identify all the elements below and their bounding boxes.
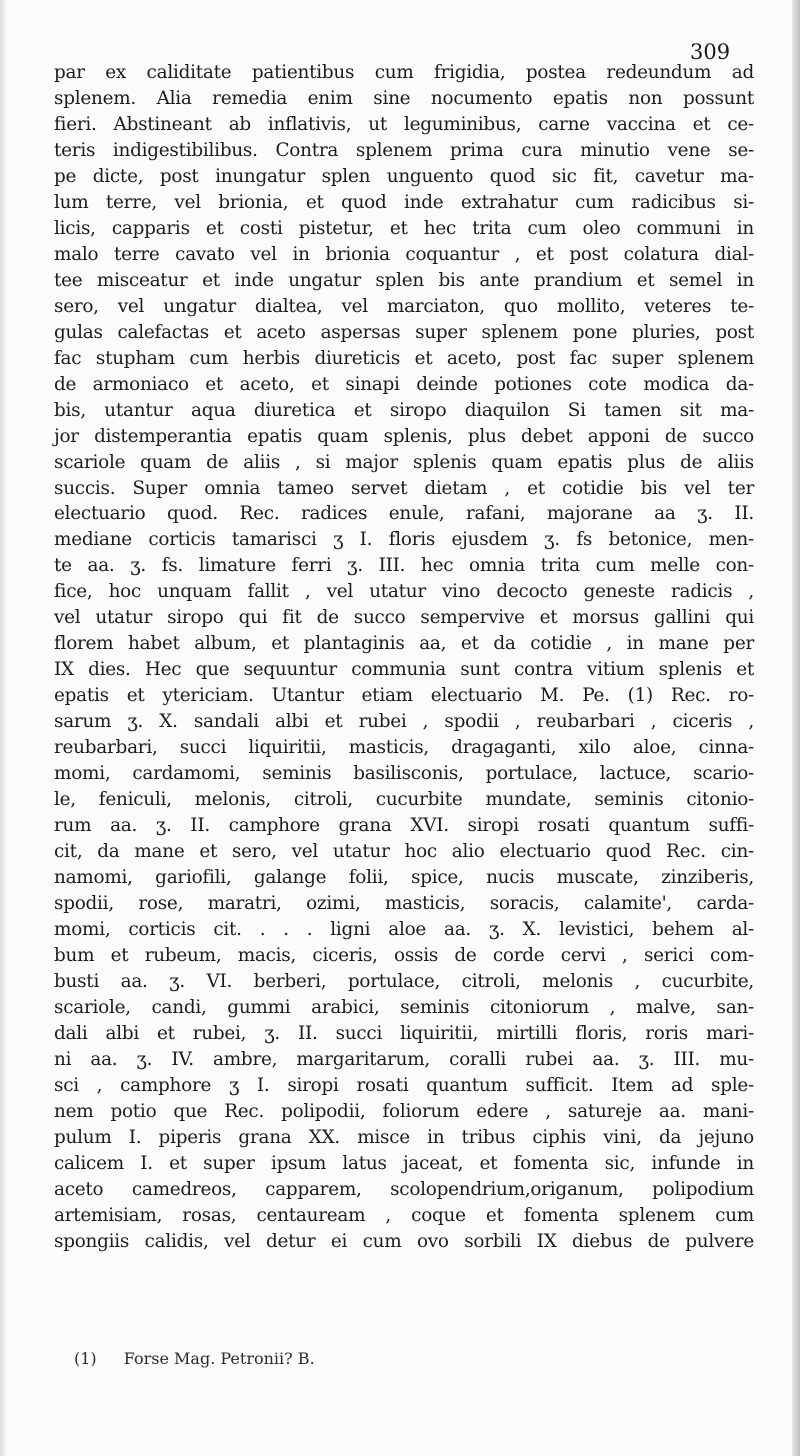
text-line: sero, vel ungatur dialtea, vel marciaton, quo mollito, veteres te-: [54, 295, 754, 317]
text-line: splenem. Alia remedia enim sine nocumento epatis non possunt: [54, 87, 754, 109]
text-line: le, feniculi, melonis, citroli, cucurbite mundate, seminis citonio-: [54, 789, 754, 811]
text-line: teris indigestibilibus. Contra splenem prima cura minutio vene se-: [54, 139, 754, 161]
text-line: fac stupham cum herbis diureticis et aceto, post fac super splenem: [54, 347, 754, 369]
text-line: momi, cardamomi, seminis basilisconis, portulace, lactuce, scario-: [54, 763, 754, 785]
text-line: te aa. ʒ. fs. limature ferri ʒ. III. hec omnia trita cum melle con-: [54, 555, 754, 577]
text-line: sci , camphore ʒ I. siropi rosati quantum sufficit. Item ad sple-: [54, 1074, 754, 1096]
text-line: lum terre, vel brionia, et quod inde extrahatur cum radicibus si-: [54, 191, 754, 213]
text-line: succis. Super omnia tameo servet dietam , et cotidie bis vel ter: [54, 477, 754, 499]
text-line: licis, capparis et costi pistetur, et hec trita cum oleo communi in: [54, 217, 754, 239]
text-line: reubarbari, succi liquiritii, masticis, dragaganti, xilo aloe, cinna-: [54, 737, 754, 759]
text-line: malo terre cavato vel in brionia coquantur , et post colatura dial-: [54, 243, 754, 265]
text-line: aceto camedreos, capparem, scolopendrium,origanum, polipodium: [54, 1178, 754, 1200]
scan-edge-right: [792, 0, 800, 1456]
text-line: fice, hoc unquam fallit , vel utatur vino decocto geneste radicis ,: [54, 581, 754, 603]
text-line: namomi, gariofili, galange folii, spice, nucis muscate, zinziberis,: [54, 867, 754, 889]
footnote-mark: (1): [74, 1349, 97, 1368]
text-line: rum aa. ʒ. II. camphore grana XVI. siropi rosati quantum suffi-: [54, 815, 754, 837]
text-line: gulas calefactas et aceto aspersas super splenem pone pluries, post: [54, 321, 754, 343]
text-line: nem potio que Rec. polipodii, foliorum edere , satureje aa. mani-: [54, 1100, 754, 1122]
text-line: artemisiam, rosas, centauream , coque et fomenta splenem cum: [54, 1204, 754, 1226]
text-line: bis, utantur aqua diuretica et siropo diaquilon Si tamen sit ma-: [54, 399, 754, 421]
text-line: IX dies. Hec que sequuntur communia sunt contra vitium splenis et: [54, 659, 754, 681]
text-line: dali albi et rubei, ʒ. II. succi liquiritii, mirtilli floris, roris mari-: [54, 1022, 754, 1044]
text-line: mediane corticis tamarisci ʒ I. floris ejusdem ʒ. fs betonice, men-: [54, 529, 754, 551]
page-number: 309: [690, 40, 731, 64]
text-line: scariole quam de aliis , si major splenis quam epatis plus de aliis: [54, 451, 754, 473]
text-line: ni aa. ʒ. IV. ambre, margaritarum, coralli rubei aa. ʒ. III. mu-: [54, 1048, 754, 1070]
text-line: electuario quod. Rec. radices enule, rafani, majorane aa ʒ. II.: [54, 503, 754, 525]
text-line: bum et rubeum, macis, ciceris, ossis de corde cervi , serici com-: [54, 944, 754, 966]
text-line: busti aa. ʒ. VI. berberi, portulace, citroli, melonis , cucurbite,: [54, 970, 754, 992]
text-line: tee misceatur et inde ungatur splen bis ante prandium et semel in: [54, 269, 754, 291]
text-line: calicem I. et super ipsum latus jaceat, et fomenta sic, infunde in: [54, 1152, 754, 1174]
text-line: de armoniaco et aceto, et sinapi deinde potiones cote modica da-: [54, 373, 754, 395]
text-line: sarum ʒ. X. sandali albi et rubei , spodii , reubarbari , ciceris ,: [54, 711, 754, 733]
text-line: spodii, rose, maratri, ozimi, masticis, soracis, calamite', carda-: [54, 893, 754, 914]
text-line: scariole, candi, gummi arabici, seminis citoniorum , malve, san-: [54, 996, 754, 1018]
text-line: florem habet album, et plantaginis aa, et da cotidie , in mane per: [54, 633, 754, 655]
text-line: cit, da mane et sero, vel utatur hoc alio electuario quod Rec. cin-: [54, 841, 754, 863]
text-line: jor distemperantia epatis quam splenis, plus debet apponi de succo: [54, 425, 754, 447]
body-text: [54, 60, 754, 1255]
text-line: fieri. Abstineant ab inflativis, ut leguminibus, carne vaccina et ce-: [54, 113, 754, 135]
footnote: [74, 1349, 315, 1368]
scan-edge-left: [0, 0, 6, 1456]
text-line: pe dicte, post inungatur splen unguento quod sic fit, cavetur ma-: [54, 165, 754, 187]
text-line: par ex caliditate patientibus cum frigidia, postea redeundum ad: [54, 62, 754, 83]
text-line: momi, corticis cit. . . . ligni aloe aa. ʒ. X. levistici, behem al-: [54, 918, 754, 940]
text-line: pulum I. piperis grana XX. misce in tribus ciphis vini, da jejuno: [54, 1126, 754, 1148]
text-line: spongiis calidis, vel detur ei cum ovo sorbili IX diebus de pulvere: [54, 1230, 754, 1252]
text-line: vel utatur siropo qui fit de succo sempervive et morsus gallini qui: [54, 607, 754, 629]
footnote-text: Forse Mag. Petronii? B.: [123, 1349, 315, 1368]
text-line: epatis et ytericiam. Utantur etiam electuario M. Pe. (1) Rec. ro-: [54, 685, 754, 707]
